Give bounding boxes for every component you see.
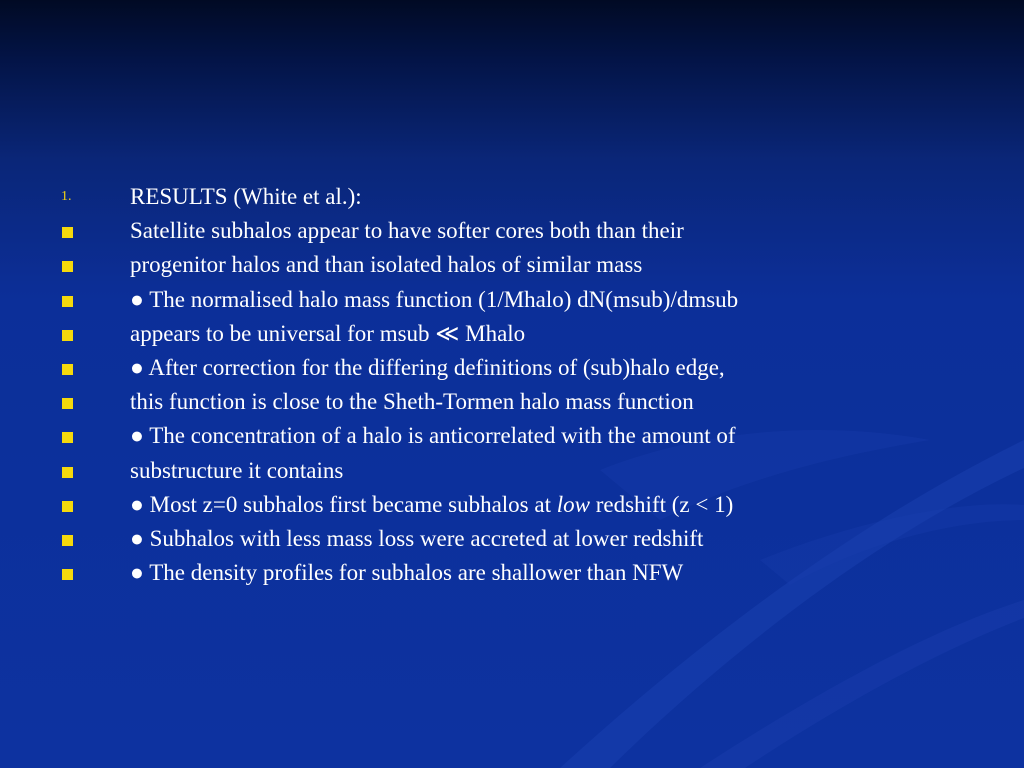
list-item-text-start: ● Most z=0 subhalos first became subhalos at xyxy=(130,491,557,517)
list-item xyxy=(0,556,1024,590)
list-item-text: substructure it contains xyxy=(130,457,344,483)
list-item-text: RESULTS (White et al.): xyxy=(130,184,362,209)
list-item xyxy=(0,351,1024,385)
list-item xyxy=(0,454,1024,488)
list-item-text: this function is close to the Sheth-Tormen halo mass function xyxy=(130,389,694,415)
list-item-text: ● The concentration of a halo is anticorrelated with the amount of xyxy=(130,423,736,449)
square-bullet-icon xyxy=(62,261,73,272)
list-item-text: appears to be universal for msub ≪ Mhalo xyxy=(130,320,526,346)
list-item-text: ● Subhalos with less mass loss were accreted at lower redshift xyxy=(130,525,704,551)
list-item xyxy=(0,385,1024,419)
list-item xyxy=(0,317,1024,351)
list-item xyxy=(0,180,1024,214)
square-bullet-icon xyxy=(62,330,73,341)
list-item xyxy=(0,248,1024,282)
square-bullet-icon xyxy=(62,501,73,512)
square-bullet-icon xyxy=(62,296,73,307)
list-item xyxy=(0,522,1024,556)
square-bullet-icon xyxy=(62,432,73,443)
square-bullet-icon xyxy=(62,398,73,409)
list-item xyxy=(0,214,1024,248)
list-item-text: progenitor halos and than isolated halos of similar mass xyxy=(130,252,643,278)
list-item-text xyxy=(130,488,733,522)
list-item-text: ● The density profiles for subhalos are shallower than NFW xyxy=(130,560,684,586)
square-bullet-icon xyxy=(62,569,73,580)
square-bullet-icon xyxy=(62,364,73,375)
list-item-text-italic: low xyxy=(556,491,590,517)
square-bullet-icon xyxy=(62,535,73,546)
square-bullet-icon xyxy=(62,227,73,238)
list-item xyxy=(0,488,1024,522)
list-item-text: ● After correction for the differing definitions of (sub)halo edge, xyxy=(130,354,725,380)
bullet-list xyxy=(0,180,1024,590)
list-item-text: ● The normalised halo mass function (1/Mhalo) dN(msub)/dmsub xyxy=(130,286,739,312)
list-item-text: Satellite subhalos appear to have softer cores both than their xyxy=(130,218,684,244)
list-item xyxy=(0,419,1024,453)
square-bullet-icon xyxy=(62,467,73,478)
list-item xyxy=(0,283,1024,317)
list-item-text-end: redshift (z < 1) xyxy=(589,491,734,517)
list-number: 1. xyxy=(61,189,72,204)
